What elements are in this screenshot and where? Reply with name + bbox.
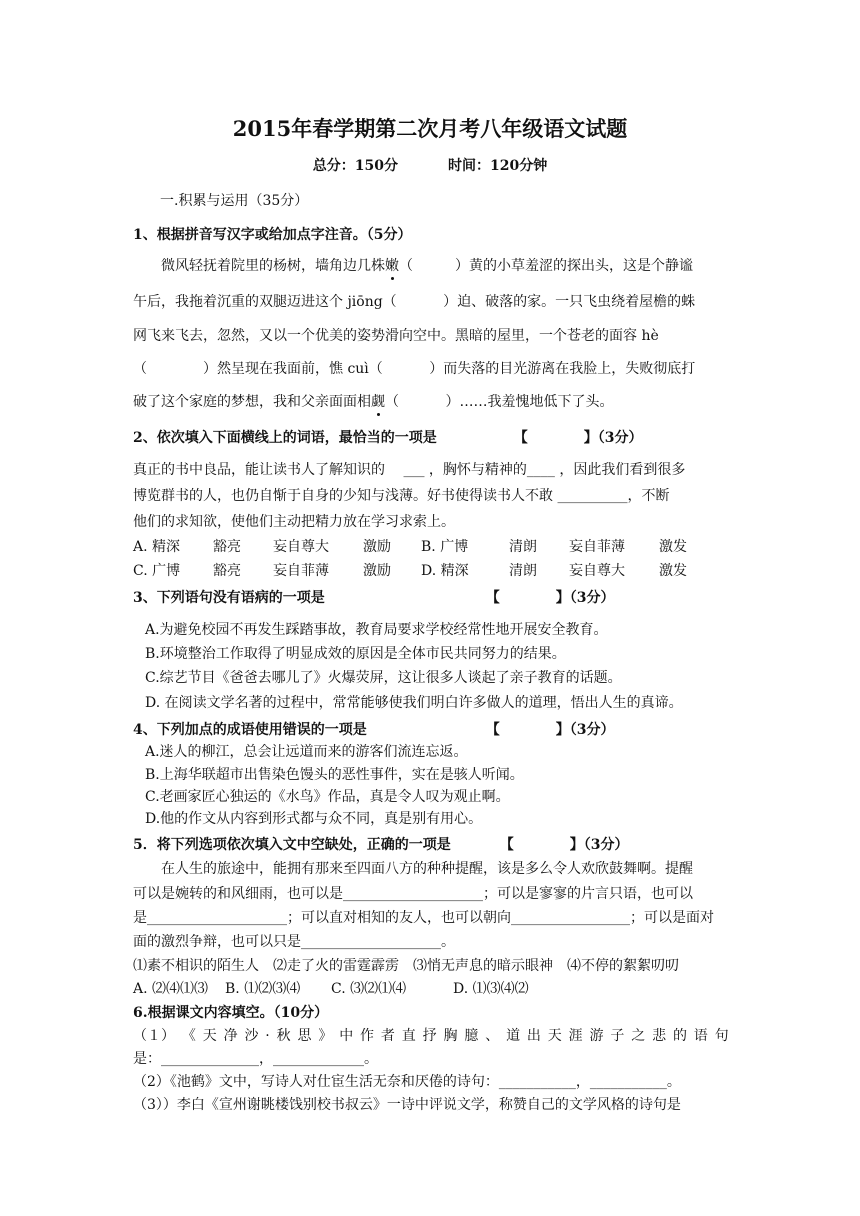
emphasis-char: 觑 <box>371 394 385 410</box>
q6-line-2: 是：______________，_____________。 <box>133 1051 378 1067</box>
q6-line-1-char: 天 <box>547 1028 562 1044</box>
q2-line-1: 真正的书中良品，能让读书人了解知识的 ___ ，胸怀与精神的____ ，因此我们看到很多 <box>133 462 686 478</box>
exam-title: 2015年春学期第二次月考八年级语文试题 <box>232 116 628 141</box>
q2-options <box>133 537 699 581</box>
q6-prompt: 6.根据课文内容填空。（10分） <box>133 1005 329 1021</box>
q5-line-1: 在人生的旅途中，能拥有那来至四面八方的种种提醒，该是多么令人欢欣鼓舞啊。提醒 <box>161 861 693 877</box>
q3-option-d: D. 在阅读文学名著的过程中，常常能够使我们明白许多做人的道理，悟出人生的真谛。 <box>145 695 683 711</box>
q2-option-cell: D. 精深 <box>421 563 469 579</box>
q2-option-cell: B. 广博 <box>421 539 469 555</box>
q2-option-cell: C. 广博 <box>133 563 181 579</box>
q2-option-cell: 激励 <box>363 563 391 579</box>
q2-option-cell: 妄自尊大 <box>569 563 625 579</box>
q6-line-1-char: 游 <box>589 1028 604 1044</box>
q1-line-4: （ ）然呈现在我面前，憔 cuì（ ）而失落的目光游离在我脸上，失败彻底打 <box>133 361 696 377</box>
q6-line-1 <box>133 1026 729 1046</box>
q5-option: D. ⑴⑶⑷⑵ <box>453 981 529 997</box>
exam-time: 时间：120分钟 <box>448 158 548 174</box>
q4-option-c: C.老画家匠心独运的《水鸟》作品，真是令人叹为观止啊。 <box>145 789 510 805</box>
q5-prompt: 5．将下列选项依次填入文中空缺处，正确的一项是 【 】（3分） <box>133 837 629 853</box>
q1-line-2: 午后，我拖着沉重的双腿迈进这个 jiōng（ ）迫、破落的家。一只飞虫绕着屋檐的蛛 <box>133 294 696 310</box>
q6-line-1-char: 沙 <box>244 1028 259 1044</box>
q5-option: B. ⑴⑵⑶⑷ <box>225 981 301 997</box>
q6-line-4: （3））李白《宣州谢眺楼饯别校书叔云》一诗中评说文学，称赞自己的文学风格的诗句是 <box>133 1097 681 1113</box>
total-score: 总分：150分 <box>312 158 398 174</box>
q2-option-cell: 清朗 <box>509 539 537 555</box>
q6-line-1-char: · <box>265 1028 270 1044</box>
q3-prompt: 3、下列语句没有语病的一项是 【 】（3分） <box>133 590 615 606</box>
q6-line-1-char: 直 <box>401 1028 416 1044</box>
q5-option: C. ⑶⑵⑴⑷ <box>331 981 407 997</box>
q1-line-5: 破了这个家庭的梦想，我和父亲面面相觑（ ）……我羞愧地低下了头。 <box>133 394 614 410</box>
q6-line-1-char: 抒 <box>422 1028 437 1044</box>
q4-option-a: A.迷人的柳江，总会让远道而来的游客们流连忘返。 <box>145 744 468 760</box>
q6-line-1-char: 道 <box>506 1028 521 1044</box>
q6-line-1-char: 句 <box>714 1028 729 1044</box>
q1-prompt: 1、根据拼音写汉字或给加点字注音。（5分） <box>133 227 412 243</box>
q6-line-1-char: 天 <box>202 1028 217 1044</box>
q6-line-1-char: 思 <box>297 1028 312 1044</box>
q6-line-1-char: 语 <box>693 1028 708 1044</box>
q6-line-1-char: 秋 <box>276 1028 291 1044</box>
q5-line-5: ⑴素不相识的陌生人 ⑵走了火的雷霆霹雳 ⑶悄无声息的暗示眼神 ⑷不停的絮絮叨叨 <box>133 958 679 974</box>
q2-prompt: 2、依次填入下面横线上的词语，最恰当的一项是 【 】（3分） <box>133 430 643 446</box>
section-heading: 一.积累与运用（35分） <box>160 193 309 209</box>
q5-line-2: 可以是婉转的和风细雨，也可以是____________________；可以是寥寥的片言只语，也可以 <box>133 886 693 902</box>
q3-option-a: A.为避免校园不再发生踩踏事故，教育局要求学校经常性地开展安全教育。 <box>145 622 608 638</box>
q2-option-row <box>133 537 699 557</box>
q2-line-3: 他们的求知欲，使他们主动把精力放在学习求索上。 <box>133 514 455 530</box>
q3-option-c: C.综艺节目《爸爸去哪儿了》火爆荧屏，这让很多人谈起了亲子教育的话题。 <box>145 670 622 686</box>
q6-line-1-char: 之 <box>631 1028 646 1044</box>
q5-line-3: 是____________________；可以直对相知的友人，也可以朝向_________________；可以是面对 <box>133 910 714 926</box>
q6-line-1-char: 悲 <box>652 1028 667 1044</box>
q6-line-1-char: 《 <box>181 1028 196 1044</box>
q4-option-b: B.上海华联超市出售染色馒头的恶性事件，实在是骇人听闻。 <box>145 767 524 783</box>
q6-line-3: （2）《池鹤》文中，写诗人对仕宦生活无奈和厌倦的诗句：___________，___________。 <box>133 1074 681 1090</box>
q2-option-cell: 豁亮 <box>213 563 241 579</box>
q6-line-1-char: 臆 <box>464 1028 479 1044</box>
q2-option-cell: 激发 <box>659 563 687 579</box>
q6-line-1-char: 》 <box>318 1028 333 1044</box>
q6-line-1-char: （１） <box>133 1028 175 1044</box>
q6-line-1-char: 子 <box>610 1028 625 1044</box>
q2-line-2: 博览群书的人，也仍自惭于自身的少知与浅薄。好书使得读书人不敢 __________，不断 <box>133 488 670 504</box>
q4-prompt: 4、下列加点的成语使用错误的一项是 【 】（3分） <box>133 722 615 738</box>
q2-option-cell: 激发 <box>659 539 687 555</box>
q2-option-cell: 妄自菲薄 <box>569 539 625 555</box>
q5-option-row <box>133 979 553 999</box>
q5-line-4: 面的激烈争辩，也可以只是____________________。 <box>133 934 455 950</box>
q2-option-row <box>133 561 699 581</box>
q2-option-cell: 豁亮 <box>213 539 241 555</box>
q2-option-cell: 妄自菲薄 <box>273 563 329 579</box>
q1-line-3: 网飞来飞去，忽然，又以一个优美的姿势滑向空中。黑暗的屋里，一个苍老的面容 hè <box>133 328 659 344</box>
q6-line-1-char: 涯 <box>568 1028 583 1044</box>
q1-line-1: 微风轻抚着院里的杨树，墙角边几株嫩（ ）黄的小草羞涩的探出头，这是个静谧 <box>161 258 693 274</box>
q6-line-1-char: 净 <box>223 1028 238 1044</box>
q6-line-1-char: 者 <box>380 1028 395 1044</box>
q6-line-1-char: 中 <box>339 1028 354 1044</box>
q5-options <box>133 979 553 999</box>
q3-option-b: B.环境整治工作取得了明显成效的原因是全体市民共同努力的结果。 <box>145 646 566 662</box>
q6-line-1-char: 的 <box>672 1028 687 1044</box>
q2-option-cell: 激励 <box>363 539 391 555</box>
q2-option-cell: 清朗 <box>509 563 537 579</box>
q5-option: A. ⑵⑷⑴⑶ <box>133 981 209 997</box>
q6-line-1-char: 作 <box>360 1028 375 1044</box>
q2-option-cell: 妄自尊大 <box>273 539 329 555</box>
q6-line-1-char: 、 <box>485 1028 500 1044</box>
q6-line-1-char: 胸 <box>443 1028 458 1044</box>
q6-line-1-char: 出 <box>526 1028 541 1044</box>
exam-meta <box>0 156 860 176</box>
emphasis-char: 嫩 <box>385 258 399 274</box>
q4-option-d: D.他的作文从内容到形式都与众不同，真是别有用心。 <box>145 811 483 827</box>
q2-option-cell: A. 精深 <box>133 539 181 555</box>
